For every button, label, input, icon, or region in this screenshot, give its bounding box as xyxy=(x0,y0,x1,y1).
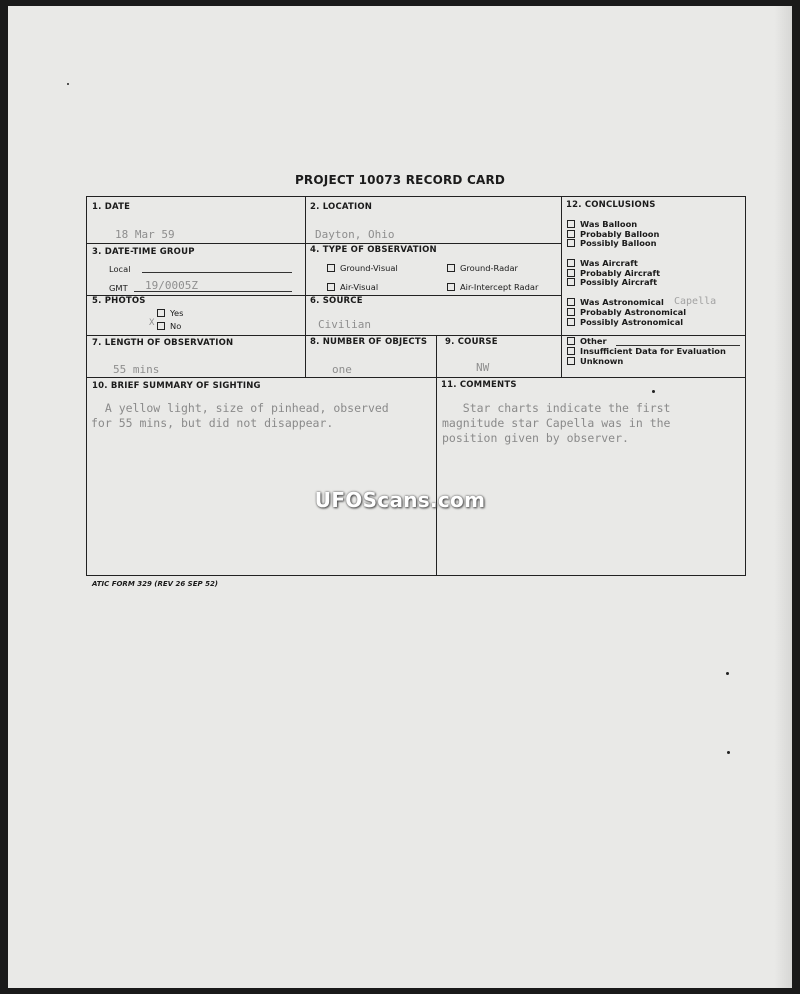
location-label: 2. LOCATION xyxy=(310,202,373,212)
photos-label: 5. PHOTOS xyxy=(92,296,146,306)
conclusion-item[interactable]: Possibly Balloon xyxy=(567,238,657,248)
length-value: 55 mins xyxy=(113,363,160,376)
checkbox-icon xyxy=(567,347,575,355)
checkbox-icon xyxy=(567,269,575,277)
checkbox-icon xyxy=(567,357,575,365)
comments-label: 11. COMMENTS xyxy=(441,380,517,390)
rule-col-conclusions xyxy=(561,197,562,377)
location-value: Dayton, Ohio xyxy=(315,228,395,241)
local-label: Local xyxy=(109,264,131,274)
conclusion-item[interactable]: Probably Astronomical xyxy=(567,307,686,317)
option-ground-radar[interactable]: Ground-Radar xyxy=(447,263,518,273)
watermark: UFOScans.com xyxy=(314,488,486,512)
conclusion-item[interactable]: Insufficient Data for Evaluation xyxy=(567,346,726,356)
scan-speck xyxy=(67,83,69,85)
form-footer: ATIC FORM 329 (REV 26 SEP 52) xyxy=(92,580,219,588)
checkbox-icon xyxy=(567,259,575,267)
checkbox-icon xyxy=(157,309,165,317)
checkbox-icon xyxy=(447,264,455,272)
checkbox-icon xyxy=(327,264,335,272)
course-label: 9. COURSE xyxy=(445,337,498,347)
objects-value: one xyxy=(332,363,352,376)
source-label: 6. SOURCE xyxy=(310,296,363,306)
rule-row4 xyxy=(87,377,745,378)
conclusion-item[interactable]: Was Balloon xyxy=(567,219,637,229)
checkbox-icon xyxy=(567,230,575,238)
length-label: 7. LENGTH OF OBSERVATION xyxy=(92,338,234,348)
rule-row1 xyxy=(87,243,561,244)
local-fill-line xyxy=(142,272,292,273)
date-value: 18 Mar 59 xyxy=(115,228,175,241)
option-ground-visual[interactable]: Ground-Visual xyxy=(327,263,398,273)
source-value: Civilian xyxy=(318,318,371,331)
card-title: PROJECT 10073 RECORD CARD xyxy=(294,173,506,187)
conclusion-item[interactable]: Unknown xyxy=(567,356,623,366)
objects-label: 8. NUMBER OF OBJECTS xyxy=(310,337,428,347)
conclusion-item-astronomical[interactable]: Was Astronomical xyxy=(567,297,664,307)
checkbox-icon xyxy=(567,278,575,286)
checkbox-icon xyxy=(567,220,575,228)
conclusion-item[interactable]: Probably Balloon xyxy=(567,229,659,239)
rule-col-course xyxy=(436,335,437,575)
gmt-label: GMT xyxy=(109,283,128,293)
comments-text: Star charts indicate the first magnitude star Capella was in the position given by observer. xyxy=(442,401,671,445)
scan-speck xyxy=(652,390,655,393)
rule-col1 xyxy=(305,197,306,377)
photos-yes[interactable]: Yes xyxy=(157,308,183,318)
checkbox-icon xyxy=(447,283,455,291)
summary-label: 10. BRIEF SUMMARY OF SIGHTING xyxy=(92,381,261,391)
photos-check-mark: X xyxy=(149,318,155,328)
photos-no[interactable]: No xyxy=(157,321,181,331)
option-air-visual[interactable]: Air-Visual xyxy=(327,282,378,292)
rule-row3 xyxy=(87,335,745,336)
conclusion-item[interactable]: Possibly Aircraft xyxy=(567,277,657,287)
conclusions-label: 12. CONCLUSIONS xyxy=(566,200,656,210)
astronomical-note: Capella xyxy=(674,296,717,307)
conclusion-item[interactable]: Was Aircraft xyxy=(567,258,638,268)
checkbox-icon xyxy=(567,318,575,326)
course-value: NW xyxy=(476,361,490,374)
checkbox-icon xyxy=(327,283,335,291)
conclusion-item[interactable]: Probably Aircraft xyxy=(567,268,660,278)
date-label: 1. DATE xyxy=(92,202,131,212)
summary-text: A yellow light, size of pinhead, observed for 55 mins, but did not disappear. xyxy=(91,401,389,430)
conclusion-item[interactable]: Possibly Astronomical xyxy=(567,317,683,327)
checkbox-icon xyxy=(157,322,165,330)
option-air-intercept-radar[interactable]: Air-Intercept Radar xyxy=(447,282,538,292)
scan-speck xyxy=(727,751,730,754)
conclusion-item-other[interactable]: Other xyxy=(567,336,607,346)
gmt-value: 19/0005Z xyxy=(145,279,198,292)
checkbox-icon xyxy=(567,337,575,345)
checkbox-icon xyxy=(567,298,575,306)
checkbox-icon xyxy=(567,308,575,316)
datetime-label: 3. DATE-TIME GROUP xyxy=(92,247,195,257)
checkbox-icon xyxy=(567,239,575,247)
scan-speck xyxy=(726,672,729,675)
observation-type-label: 4. TYPE OF OBSERVATION xyxy=(310,245,437,255)
